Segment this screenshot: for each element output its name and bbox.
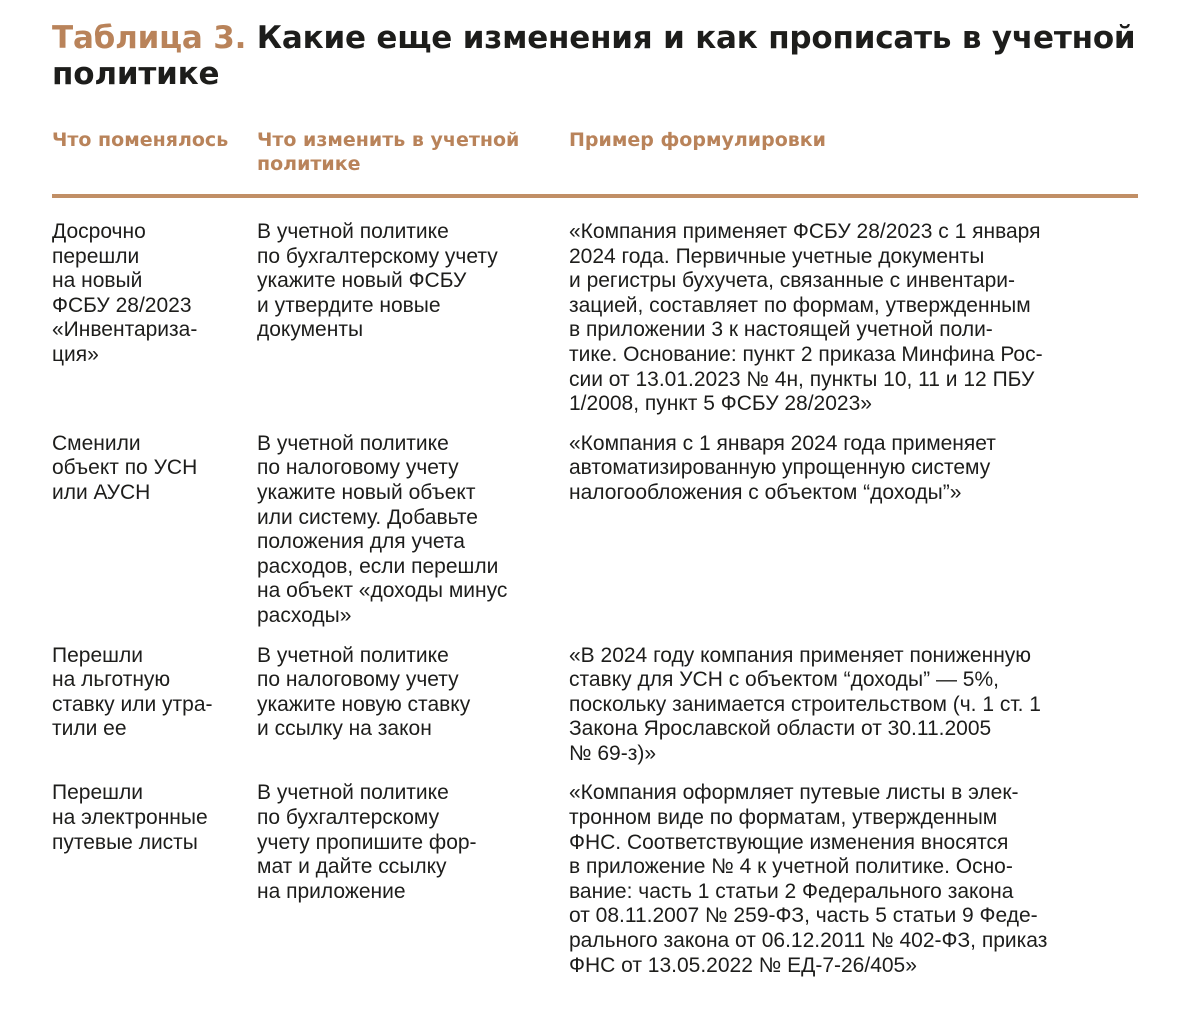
- header-divider: [52, 194, 1138, 198]
- changes-table: [52, 128, 1138, 978]
- cell-what-changed: Досрочно перешли на новый ФСБУ 28/2023 «Инвентариза- ция»: [52, 220, 198, 366]
- table-row: [52, 220, 1138, 417]
- cell-what-to-change: В учетной политике по бухгалтерскому учету пропишите фор- мат и дайте ссылку на приложение: [257, 781, 477, 903]
- title-text: Какие еще изменения и как прописать в учетной политике: [52, 20, 1136, 92]
- header-what-changed: Что поменялось: [52, 129, 229, 151]
- cell-what-to-change: В учетной политике по налоговому учету укажите новый объект или систему. Добавьте положения для учета расходов, если перешли на объект «доходы минус расходы»: [257, 431, 508, 627]
- cell-example-wording: «Компания оформляет путевые листы в элек- тронном виде по форматам, утвержденным ФНС. Соответствующие изменения вносятся в приложение № 4 к учетной политике. Осно- вание: часть 1 статьи 2 Федерального закона от 08.11.2007 № 259-ФЗ, часть 5 статьи 9 Феде- рального закона от 06.12.2011 № 402-ФЗ, приказ ФНС от 13.05.2022 № ЕД-7-26/405»: [569, 781, 1048, 977]
- cell-what-changed: Перешли на льготную ставку или утра- тили ее: [52, 643, 213, 741]
- cell-what-to-change: В учетной политике по бухгалтерскому учету укажите новый ФСБУ и утвердите новые документы: [257, 220, 498, 342]
- page-title: [52, 20, 1138, 92]
- table-row: [52, 644, 1138, 767]
- title-table-number: Таблица 3.: [52, 20, 247, 56]
- cell-example-wording: «В 2024 году компания применяет пониженную ставку для УСН с объектом “доходы” — 5%, поскольку занимается строительством (ч. 1 ст. 1 Закона Ярославской области от 30.11.2005 № 69-з)»: [569, 643, 1041, 765]
- cell-example-wording: «Компания с 1 января 2024 года применяет автоматизированную упрощенную систему налогообложения с объектом “доходы”»: [569, 431, 996, 504]
- table-header-row: [52, 128, 1138, 194]
- cell-example-wording: «Компания применяет ФСБУ 28/2023 с 1 января 2024 года. Первичные учетные документы и регистры бухучета, связанные с инвентари- зацией, составляет по формам, утвержденным в приложении 3 к настоящей учетной поли- тике. Основание: пункт 2 приказа Минфина Рос- сии от 13.01.2023 № 4н, пункты 10, 11 и 12 ПБУ 1/2008, пункт 5 ФСБУ 28/2023»: [569, 220, 1043, 416]
- cell-what-changed: Перешли на электронные путевые листы: [52, 781, 208, 854]
- header-example-wording: Пример формулировки: [569, 129, 826, 151]
- cell-what-to-change: В учетной политике по налоговому учету укажите новую ставку и ссылку на закон: [257, 643, 471, 741]
- cell-what-changed: Сменили объект по УСН или АУСН: [52, 431, 198, 504]
- table-row: [52, 781, 1138, 978]
- document-page: [52, 20, 1138, 993]
- header-what-to-change: Что изменить в учетной политике: [257, 129, 520, 175]
- table-row: [52, 432, 1138, 629]
